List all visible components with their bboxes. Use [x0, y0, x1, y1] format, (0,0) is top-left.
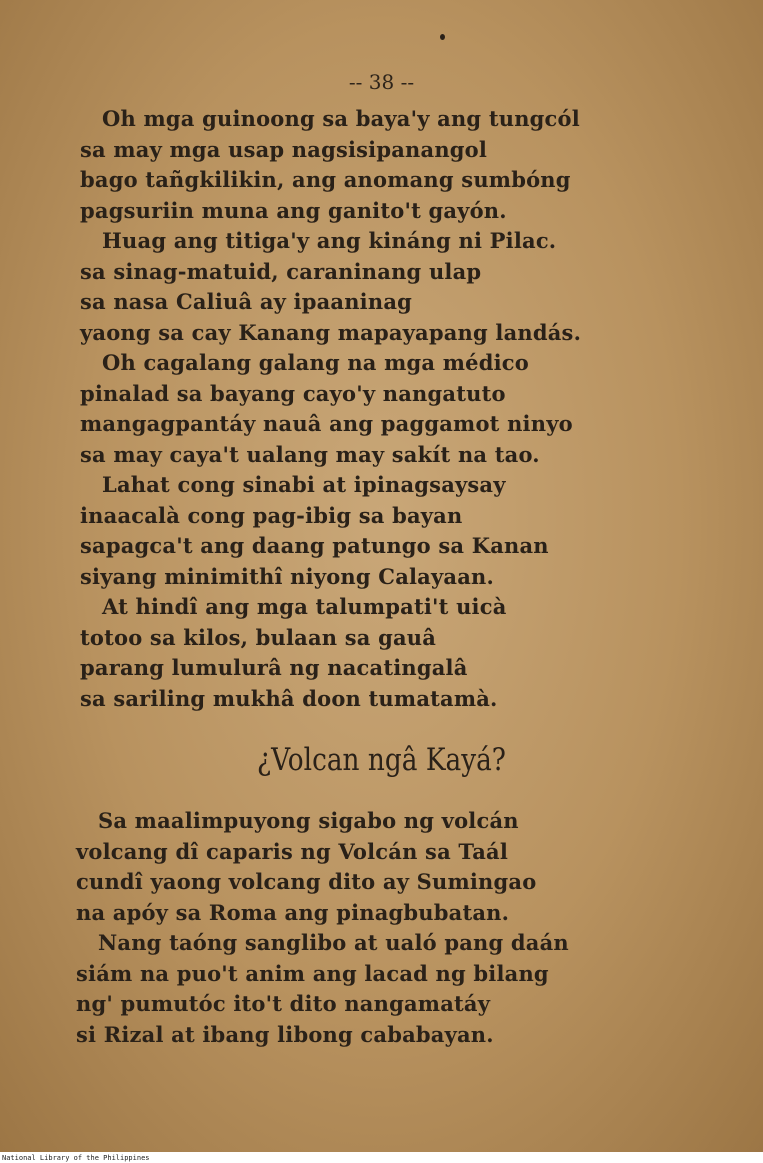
- verse-line: na apóy sa Roma ang pinagbubatan.: [76, 899, 510, 925]
- verse-line: pinalad sa bayang cayo'y nangatuto: [80, 380, 506, 406]
- verse-line: Huag ang titiga'y ang kináng ni Pilac.: [102, 228, 557, 253]
- verse-line: sa sinag-matuid, caraninang ulap: [80, 258, 482, 284]
- verse-line: Nang taóng sanglibo at ualó pang daán: [98, 930, 569, 955]
- verse-line: siám na puo't anim ang lacad ng bilang: [76, 960, 549, 986]
- verse-line: yaong sa cay Kanang mapayapang landás.: [80, 319, 582, 345]
- verse-line: Oh mga guinoong sa baya'y ang tungcól: [102, 106, 580, 131]
- verse-line: sa nasa Caliuâ ay ipaaninag: [80, 289, 413, 314]
- stanza: [60, 104, 720, 226]
- ink-speck: [440, 34, 445, 40]
- stanza: [60, 592, 720, 714]
- poem-heading: ¿Volcan ngâ Kayá?: [257, 742, 506, 778]
- verse-line: siyang minimithî niyong Calayaan.: [80, 563, 494, 589]
- verse-line: pagsuriin muna ang ganito't gayón.: [80, 197, 507, 223]
- verse-line: parang lumulurâ ng nacatingalâ: [80, 655, 468, 680]
- verse-line: Lahat cong sinabi at ipinagsaysay: [102, 472, 506, 497]
- stanza: [56, 806, 726, 928]
- verse-line: At hindî ang mga talumpati't uicà: [102, 594, 507, 619]
- poem-section-top: [60, 104, 720, 714]
- verse-line: sa may mga usap nagsisipanangol: [80, 136, 488, 162]
- stanza: [60, 470, 720, 592]
- verse-line: volcang dî caparis ng Volcán sa Taál: [76, 838, 509, 864]
- stanza: [56, 928, 726, 1050]
- verse-line: inaacalà cong pag-ibig sa bayan: [80, 502, 463, 528]
- verse-line: sapagca't ang daang patungo sa Kanan: [80, 533, 549, 558]
- verse-line: si Rizal at ibang libong cababayan.: [76, 1021, 494, 1047]
- verse-line: Oh cagalang galang na mga médico: [102, 350, 529, 375]
- verse-line: sa may caya't ualang may sakít na tao.: [80, 441, 540, 467]
- verse-line: ng' pumutóc ito't dito nangamatáy: [76, 991, 491, 1016]
- stanza: [60, 226, 720, 348]
- verse-line: bago tañgkilikin, ang anomang sumbóng: [80, 167, 571, 192]
- verse-line: Sa maalimpuyong sigabo ng volcán: [98, 808, 519, 833]
- verse-line: cundî yaong volcang dito ay Sumingao: [76, 869, 537, 894]
- verse-line: mangagpantáy nauâ ang paggamot ninyo: [80, 411, 573, 436]
- library-credit: National Library of the Philippines: [2, 1154, 150, 1162]
- verse-line: totoo sa kilos, bulaan sa gauâ: [80, 624, 437, 650]
- verse-line: sa sariling mukhâ doon tumatamà.: [80, 685, 498, 711]
- stanza: [60, 348, 720, 470]
- poem-section-bottom: [56, 806, 726, 1050]
- page-number: -- 38 --: [348, 70, 415, 94]
